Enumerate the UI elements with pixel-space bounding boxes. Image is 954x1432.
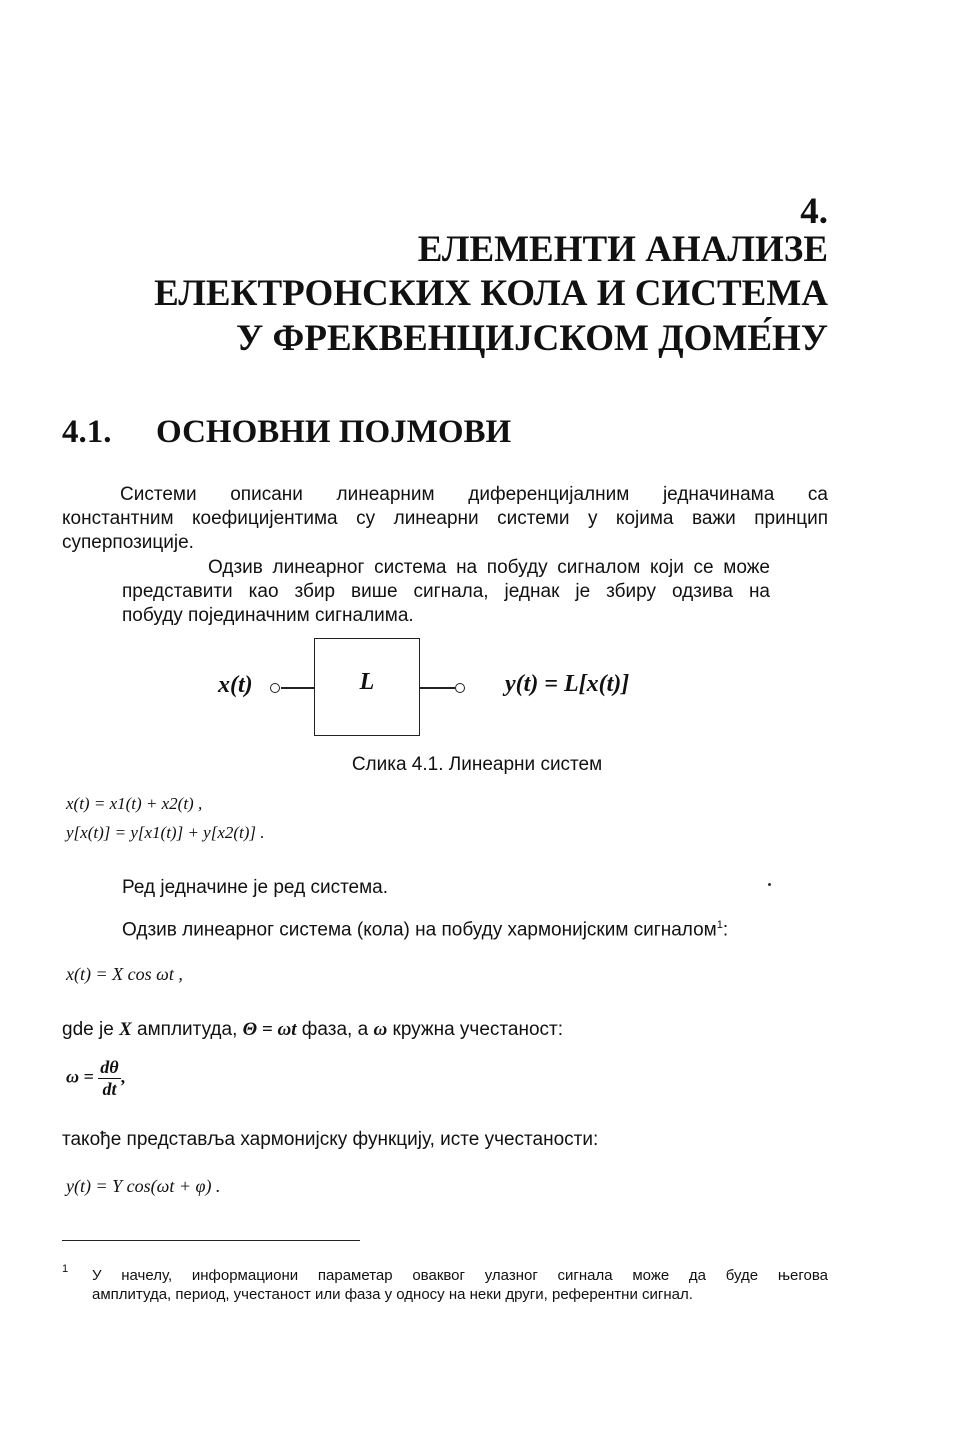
definition-symbol-X: X [119,1019,132,1040]
chapter-title-line-3: У ФРЕКВЕНЦИЈСКОМ ДОМЕ́НУ [236,318,828,359]
paragraph-1-line-3: суперпозиције. [62,532,194,553]
input-terminal [270,683,280,693]
response-sentence-text: Одзив линеарног система (кола) на побуду хармонијским сигналом [122,919,717,941]
equation-sum-input: x(t) = x1(t) + x2(t) , [66,794,203,813]
section-title: ОСНОВНИ ПОЈМОВИ [156,414,512,450]
paragraph-2-line-1: Одзив линеарног система на побуду сигналом који се може [208,557,770,578]
input-signal-label: x(t) [218,672,253,698]
equation-sum-output: y[x(t)] = y[x1(t)] + y[x2(t)] . [66,823,265,842]
paragraph-1 [62,483,828,555]
paragraph-2 [122,556,770,628]
scan-speck [768,883,771,886]
footnote-line-1: У начелу, информациони параметар оваквог улазног сигнала може да буде његова [92,1267,828,1284]
order-sentence: Ред једначине је ред система. [122,877,389,898]
also-sentence: такође представља хармонијску функцију, исте учестаности: [62,1129,599,1150]
definition-end: кружна учестаност: [392,1019,563,1040]
output-signal-label: y(t) = L[x(t)] [505,671,630,697]
equation-omega-text [0,0,1,1]
definition-amplitude: амплитуда, [137,1019,238,1040]
definition-prefix: gde je [62,1019,114,1040]
footnote-line-2: амплитуда, период, учестаност или фаза у односу на неки други, референтни сигнал. [92,1286,693,1303]
equation-harmonic-output: y(t) = Y cos(ωt + φ) . [66,1176,221,1196]
section-heading [62,414,511,451]
response-sentence [122,913,728,942]
definition-sentence [62,1018,563,1042]
definition-phase: фаза, а [301,1019,369,1040]
chapter-number: 4. [800,191,828,232]
chapter-title-line-2: ЕЛЕКТРОНСКИХ КОЛА И СИСТЕМА [154,273,828,314]
footnote-rule [62,1240,360,1241]
paragraph-1-line-2: константним коефицијентима су линеарни системи у којима важи принцип [62,508,828,529]
paragraph-1-line-1: Системи описани линеарним диференцијалним једначинама са [120,484,828,505]
block-label: L [359,669,375,695]
section-number: 4.1. [62,414,112,450]
response-sentence-end: : [722,919,729,941]
figure-caption: Слика 4.1. Линеарни систем [351,754,603,775]
input-wire [281,687,315,689]
paragraph-2-line-3: побуду појединачним сигналима. [122,605,414,626]
definition-phase-formula: Θ = ωt [242,1019,297,1040]
chapter-title-line-1: ЕЛЕМЕНТИ АНАЛИЗЕ [417,229,828,270]
equation-harmonic-input: x(t) = X cos ωt , [66,964,183,984]
paragraph-2-line-2: представити као збир више сигнала, једнак је збиру одзива на [122,581,770,602]
equation-omega: ω = $\frac{d\theta}{dt}$ , [66,1057,126,1099]
output-terminal [455,683,465,693]
footnote-reference[interactable]: 1 [716,919,723,931]
definition-symbol-omega: ω [373,1019,388,1040]
output-wire [419,687,455,689]
footnote-number: 1 [62,1263,69,1275]
footnote-text [92,1266,828,1304]
